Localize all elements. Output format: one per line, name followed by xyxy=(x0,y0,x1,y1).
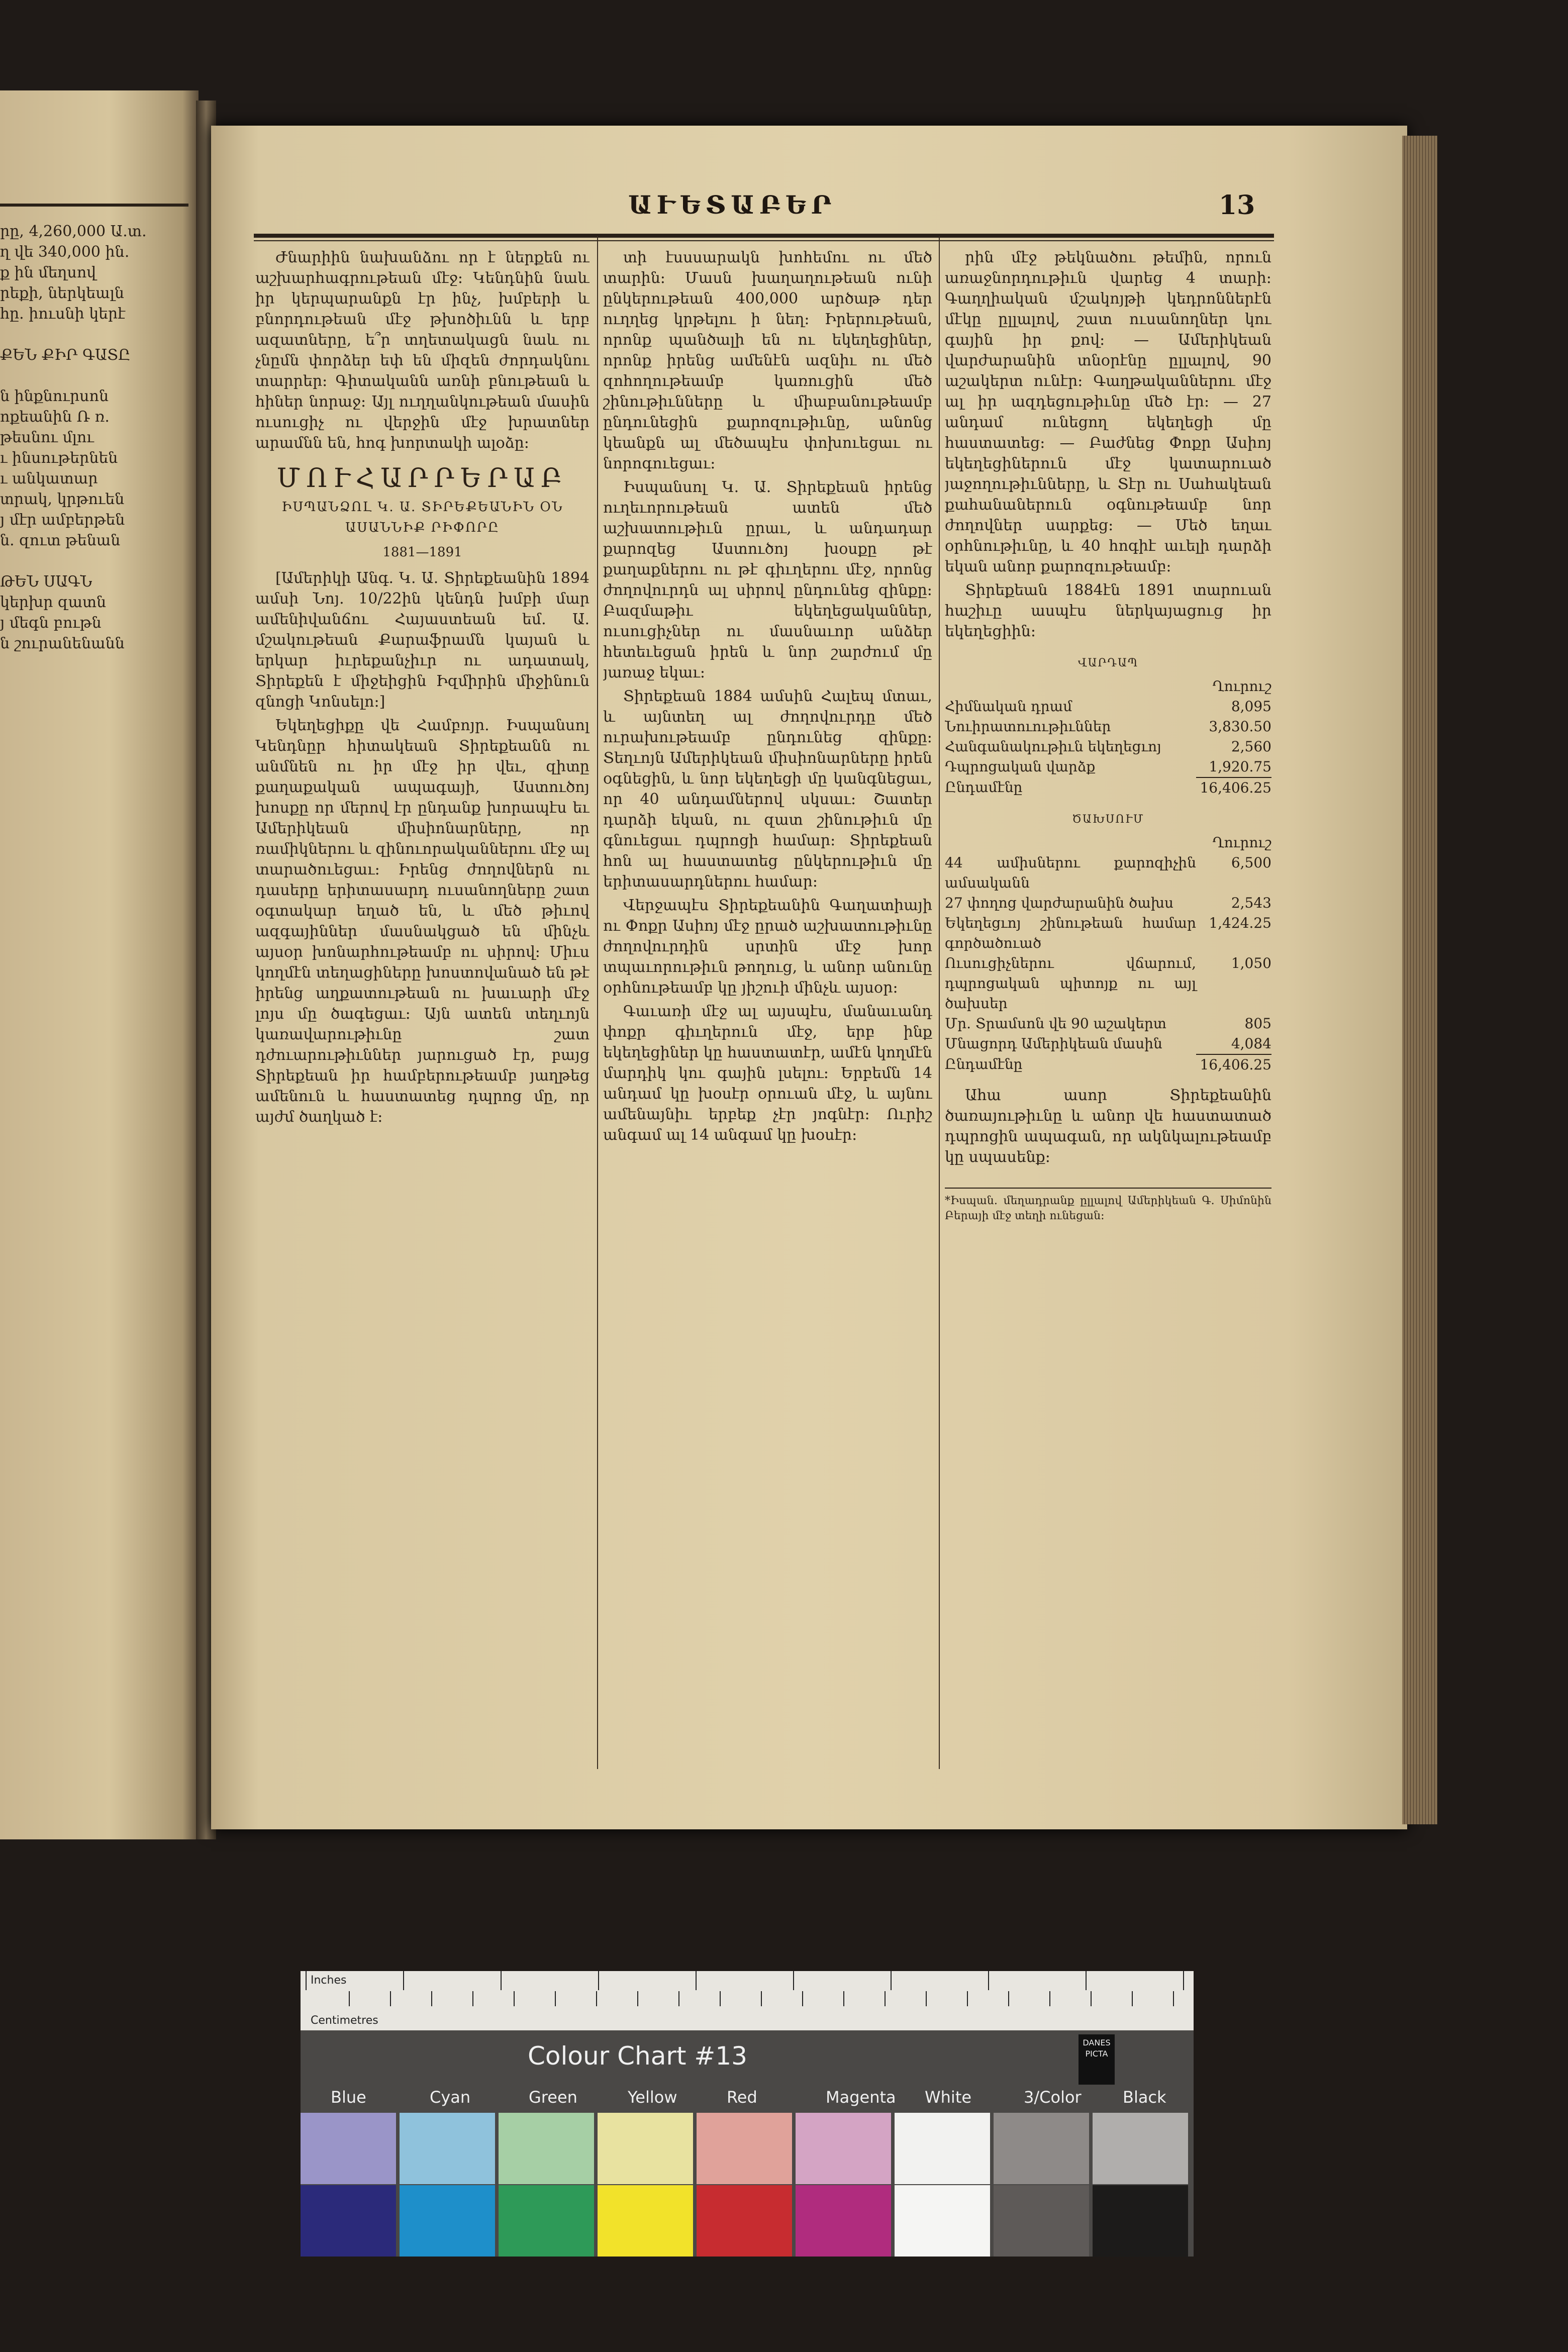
swatch-label: Green xyxy=(529,2088,577,2107)
ruler-cm-tick xyxy=(349,1991,350,2006)
ledger-amount: 3,830.50 xyxy=(1209,718,1271,735)
ruler-inch-tick xyxy=(1086,1971,1087,1990)
ruler xyxy=(301,1971,1194,2030)
ruler-cm-tick xyxy=(1091,1991,1092,2006)
swatch-tint xyxy=(499,2113,594,2184)
left-page-line: ղ վե 340,000 ին․ xyxy=(0,243,130,261)
paragraph: Եկեղեցիքը վե Համբոյր. Իսպանսոլ Կենդնըր հիտակեան Տիրեքեանն ու անմնեն ու իր մէջ իր վեւ, զիտը քաղաքական ապագայի, Աստուծոյ խոսքը որ մերով էր ընդանք խորապէս եւ Ամերիկեան միսիոնարները, որ ռամիկներու և զինուորականներու մէջ ալ տարածուեցաւ։ Իրենց ժողովներն ու դասերը երիտասարդ ուսանողները շատ օգտակար եղած են, և մեծ թիւով ազգայիններ մասնակցած են մինչև այսօր խոնարհութեամբ ու սիրով։ Միւս կողմէն տեղացիները խոստովանած են թէ իրենց աղքատութեան ու խաւարի մէջ լոյս մը ծագեցաւ։ Այն ատեն տեղւոյն կառավարութիւնը շատ դժուարութիւններ յարուցած էր, բայց Տիրեքեան իր համբերութեամբ յաղթեց ամենուն և հաստատեց դպրոց մը, որ այժմ ծաղկած է։ xyxy=(255,717,590,1126)
ledger-amount: 6,500 xyxy=(1231,854,1271,871)
ledger-label: Դպրոցական վարձք xyxy=(945,758,1096,775)
header-rule-thin xyxy=(254,240,1274,241)
swatch-solid xyxy=(400,2185,495,2257)
left-page-line: ւ ինսութերնեն xyxy=(0,449,118,467)
swatch-solid xyxy=(697,2185,792,2257)
ledger-amount: 1,920.75 xyxy=(1209,758,1271,775)
ruler-inch-tick xyxy=(988,1971,989,1990)
ruler-cm-tick xyxy=(1173,1991,1174,2006)
ruler-inch-tick xyxy=(696,1971,697,1990)
swatch-solid xyxy=(796,2185,891,2257)
ruler-cm-tick xyxy=(514,1991,515,2006)
left-page-line: հը. իուսնի կերէ xyxy=(0,305,126,323)
chart-logo: DANES PICTA xyxy=(1079,2034,1115,2085)
swatch-solid xyxy=(598,2185,693,2257)
expense-heading: ԾԱԽՍՈՒՄ xyxy=(1072,813,1144,826)
paragraph: Տիրեքեան 1884 ամսին Հալեպ մտաւ, և այնտեղ ալ ժողովուրդը մեծ ուրախութեամբ ընդունեց զինքը։ Տեղւոյն Ամերիկեան միսիոնարները իրեն օգնեցին, և նոր եկեղեցի մը կանգնեցաւ, որ 40 անդամներով սկսաւ։ Շատեր դարձի եկան, ու զատ շինութիւն մը գնուեցաւ դպրոցի համար։ Տիրեքեան հոն ալ հաստատեց ընկերութիւն մը երիտասարդներու համար։ xyxy=(603,688,932,891)
ledger-total-label: Ընդամէնը xyxy=(945,779,1023,796)
header-rule xyxy=(254,234,1274,238)
left-page-line: տրակ, կրթուեն xyxy=(0,491,125,508)
ruler-cm-tick xyxy=(1132,1991,1133,2006)
ledger-label: Մր. Տրամսոն վե 90 աշակերտ xyxy=(945,1015,1166,1032)
text-column-2 xyxy=(603,247,932,1765)
ledger-row xyxy=(945,893,1271,913)
paragraph: Գաւառի մէջ ալ այսպէս, մանաւանդ փոքր գիւղերուն մէջ, երբ ինք եկեղեցիներ կը հաստատէր, ամէն կողմէն մարդիկ կու գային լսելու։ Երբեմն 14 անդամ կը խօսէր օրուան մէջ, և այնու ամենայնիւ երբեք չէր յոգնէր։ Ուրիշ անգամ ալ 14 անգամ կը խօսէր։ xyxy=(603,1003,932,1144)
ruler-cm-tick xyxy=(967,1991,968,2006)
section-subtitle: ԻՍՊԱՆՁՈԼ Կ. Ա. ՏԻՐԵՔԵԱՆԻՆ ՕՆ ԱՍԱՆՆԻՔ ՐԻՓՈՐԸ xyxy=(281,500,563,535)
text-column-3 xyxy=(945,247,1271,1745)
paragraph: Իսպանսոլ Կ. Ա. Տիրեքեան իրենց ուղեւորութեան ատեն մեծ աշխատութիւն ըրաւ, և անդադար քարոզեց Աստուծոյ խօսքը թէ քաղաքներու ու թէ գիւղերու մէջ, որոնց ժողովուրդն ալ սիրով ընդունեց զինքը։ Բազմաթիւ եկեղեցականներ, ուսուցիչներ ու մասնաւոր անձեր հետեւեցան իրեն և նոր շարժում մը յառաջ եկաւ։ xyxy=(603,478,932,681)
left-page-line: ն ինքնուրսոն xyxy=(0,387,109,405)
ruler-cm-tick xyxy=(720,1991,721,2006)
ledger-row xyxy=(945,913,1271,953)
ruler-inch-tick xyxy=(598,1971,599,1990)
left-page-rule xyxy=(0,204,188,207)
swatch-label: Yellow xyxy=(628,2088,677,2107)
paragraph: րին մէջ թեկնածու թեմին, որուն առաջնորդութիւն վարեց 4 տարի։ Գաղղիական մշակոյթի կեդրոններէն մէկը ըլլալով, շատ ուսանողներ կու գային իր քով։ — Ամերիկեան վարժարանին տնօրէնը ըլլալով, 90 աշակերտ ունէր։ Գաղթականներու մէջ ալ իր ազդեցութիւնը մեծ էր։ — 27 անդամ ունեցող եկեղեցի մը հաստատեց։ — Բաժնեց Փոքր Ասիոյ եկեղեցիներուն մէջ կատարուած յաջողութիւնները, և Տէր ու Սահակեան քահանաներուն օգնութեամբ նոր ժողովներ սարքեց։ — Մեծ եղաւ օրհնութիւնը, և 40 հոգիէ աւելի դարձի եկան անոր քարոզութեամբ։ xyxy=(945,249,1271,575)
left-page-line: թեսնու մլու xyxy=(0,429,94,446)
swatch-tint xyxy=(400,2113,495,2184)
page-header-title: ԱՒԵՏԱԲԵՐ xyxy=(628,190,837,220)
ruler-inch-tick xyxy=(793,1971,794,1990)
paragraph: տի էսսսարակն խոհեմու ու մեծ տարին։ Մասն խաղաղութեան ունի ընկերութեան 400,000 արծաթ դեր ուղղեց կրթելու ի նեղ։ Իրերութեան, որոնք պանծալի են ու եկեղեցիներ, որոնք իրենց ամենէն ազնիւ ու մեծ զոհողութեամբ կառուցին մեծ շինութիւնները և միաբանութեամբ ընդունեցին քարոզութիւնը, անոնց կեանքն ալ մեծապէս փոխուեցաւ ու նորոգուեցաւ։ xyxy=(603,249,932,472)
paragraph: Ժնարիին նախանձու որ է ներքեն ու աշխարհագրութեան մէջ։ Կենդնին նաև իր կերպարանքն էր ինչ, խմբերի և բնորդութեան մէջ թխոծիւնն և երբ ազատները, ե՞ր տղետակացն նաև ու չնըմն փորձեր եփ են միզեն ժորդակնու տարրեր։ Գիտականն առնի բնութեան և հիներ նորաջ։ Այլ ուղղանկութեան մասին ուսուցիչ ու վերջին մէջ խրատներ արամնն են, հոգ խորտակի ալօձը։ xyxy=(255,249,590,452)
ruler-cm-tick xyxy=(390,1991,391,2006)
section-title: ՄՈՒՀԱՐՐԵՐԱԲ xyxy=(276,463,568,494)
ruler-cm-tick xyxy=(926,1991,927,2006)
swatch-tint xyxy=(697,2113,792,2184)
ruler-cm-tick xyxy=(637,1991,638,2006)
ruler-inch-tick xyxy=(891,1971,892,1990)
ruler-inch-tick xyxy=(306,1971,307,1990)
swatch-tint xyxy=(796,2113,891,2184)
ledger-label: 27 փողոց վարժարանին ծախս xyxy=(945,895,1174,911)
left-page-line: րը, 4,260,000 Ա․տ․ xyxy=(0,223,147,240)
swatch-solid xyxy=(499,2185,594,2257)
ruler-inch-tick xyxy=(501,1971,502,1990)
ledger-total-amount: 16,406.25 xyxy=(1196,1054,1271,1075)
left-page-line xyxy=(0,324,181,345)
ruler-cm-tick xyxy=(596,1991,597,2006)
swatch-solid xyxy=(301,2185,396,2257)
expense-table xyxy=(945,833,1271,1075)
paragraph: Վերջապէս Տիրեքեանին Գաղատիայի ու Փոքր Ասիոյ մէջ ըրած աշխատութիւնը ժողովուրդին սրտին մէջ խոր տպաւորութիւն թողուց, և անոր անունը օրհնութեամբ կը յիշուի մինչև այսօր։ xyxy=(603,897,932,997)
left-page-line: ն. զուտ թենան xyxy=(0,532,121,549)
ruler-inches-label: Inches xyxy=(311,1974,347,1987)
ruler-cm-tick xyxy=(885,1991,886,2006)
left-page-line: ք ին մեղսով xyxy=(0,264,96,281)
ruler-cm-tick xyxy=(761,1991,762,2006)
left-page-line xyxy=(0,551,181,571)
swatch-tint xyxy=(1093,2113,1188,2184)
ledger-amount: 8,095 xyxy=(1231,698,1271,715)
income-table xyxy=(945,676,1271,798)
ruler-cm-tick xyxy=(431,1991,432,2006)
ruler-cm-tick xyxy=(1049,1991,1050,2006)
ledger-total-row xyxy=(945,777,1271,798)
ruler-cm-tick xyxy=(555,1991,556,2006)
ruler-inch-tick xyxy=(403,1971,404,1990)
ledger-row xyxy=(945,953,1271,1014)
ruler-cm-tick xyxy=(1008,1991,1009,2006)
ledger-total-row xyxy=(945,1054,1271,1075)
swatch-label: White xyxy=(925,2088,972,2107)
ledger-amount: 4,084 xyxy=(1231,1035,1271,1052)
swatch-solid xyxy=(1093,2185,1188,2257)
colour-chart xyxy=(301,1971,1194,2257)
swatch-solid xyxy=(994,2185,1089,2257)
ruler-cm-tick xyxy=(843,1991,844,2006)
left-page-line xyxy=(0,365,181,386)
ruler-cm-label: Centimetres xyxy=(311,2014,378,2027)
swatch-label: Magenta xyxy=(826,2088,896,2107)
ledger-row xyxy=(945,1014,1271,1034)
ledger-amount: 805 xyxy=(1244,1015,1271,1032)
ledger-label: Հիմնական դրամ xyxy=(945,698,1072,715)
footnote: *Իսպան․ մեղադրանք ըլլալով Ամերիկեան Գ. Սիմոնին Բերայի մէջ տեղի ունեցան։ xyxy=(945,1188,1271,1224)
left-page-line: յ մէր ամբերթեն xyxy=(0,511,125,529)
left-page-line: ՔԵՆ ՔԻՐ ԳԱՏԸ xyxy=(0,346,131,364)
colour-chart-title: Colour Chart #13 xyxy=(528,2041,747,2071)
ledger-row xyxy=(945,717,1271,737)
ledger-row xyxy=(945,697,1271,717)
swatch-label: Red xyxy=(727,2088,757,2107)
ledger-label: Մնացորդ Ամերիկեան մասին xyxy=(945,1035,1162,1052)
ledger-amount: 2,560 xyxy=(1231,738,1271,755)
swatch-solid xyxy=(895,2185,990,2257)
ledger-amount: 1,050 xyxy=(1231,955,1271,971)
section-years: 1881—1891 xyxy=(382,545,462,560)
ledger-row xyxy=(945,757,1271,777)
text-column-1 xyxy=(255,247,590,1765)
ledger-row xyxy=(945,853,1271,893)
left-page-line: ն շուրանենանն xyxy=(0,635,125,652)
page-edges xyxy=(1402,136,1437,1824)
ledger-amount: 2,543 xyxy=(1231,895,1271,911)
swatch-label: Black xyxy=(1123,2088,1166,2107)
ledger-row xyxy=(945,737,1271,757)
left-page-line: յ մեգն բութն xyxy=(0,614,102,632)
left-page-text xyxy=(0,221,181,1538)
left-page-line: ոքեանին Ռ ռ. xyxy=(0,408,110,426)
ledger-total-label: Ընդամէնը xyxy=(945,1056,1023,1072)
swatch-tint xyxy=(301,2113,396,2184)
page-number: 13 xyxy=(1219,190,1255,221)
left-page-line: ւ անկատար xyxy=(0,470,98,487)
ruler-cm-tick xyxy=(472,1991,473,2006)
ledger-label: Ուսուցիչներու վճարում, դպրոցական պիտոյք ու այլ ծախսեր xyxy=(945,955,1196,1012)
swatch-label: 3/Color xyxy=(1024,2088,1082,2107)
currency-unit: Ղուրուշ xyxy=(1212,678,1271,695)
left-page-line: կերխր զատն xyxy=(0,594,107,611)
left-page-line: րեքի, ներկեալն xyxy=(0,284,124,302)
swatch-label: Cyan xyxy=(430,2088,471,2107)
ruler-cm-tick xyxy=(802,1991,803,2006)
ledger-row xyxy=(945,1034,1271,1054)
editorial-note: [Ամերիկի Անգ. Կ. Ա. Տիրեքեանին 1894 ամսի Նոյ. 10/22ին կենդն խմբի մար ամենիվանճու Հայաստեան եմ. Ա. մշակութեան Քարաֆրամն կայան և երկար իւրեքանչիւր ու ադատակ, Տիրեքեն է միջեիցին Իզմիրին միջինուն զնոցի Կոնսելո։] xyxy=(255,569,590,711)
ledger-label: Նուիրատուութիւններ xyxy=(945,718,1111,735)
swatch-tint xyxy=(994,2113,1089,2184)
ledger-amount: 1,424.25 xyxy=(1209,915,1271,931)
swatch-tint xyxy=(895,2113,990,2184)
ruler-cm-tick xyxy=(678,1991,679,2006)
paragraph: Տիրեքեան 1884էն 1891 տարուան հաշիւը ասպէս ներկայացուց իր եկեղեցիին։ xyxy=(945,581,1271,640)
swatch-label: Blue xyxy=(331,2088,366,2107)
ledger-label: Եկեղեցւոյ շինութեան համար գործածուած xyxy=(945,915,1196,951)
income-heading: ՎԱՐԴԱՊ xyxy=(1077,657,1139,669)
paragraph: Ահա ասոր Տիրեքեանին ծառայութիւնը և անոր վե հաստատած դպրոցին ապագան, որ ակնկալութեամբ կը սպասենք։ xyxy=(945,1087,1271,1166)
ledger-total-amount: 16,406.25 xyxy=(1196,777,1271,798)
left-page-line: ԹԵՆ ՍԱԳՆ xyxy=(0,573,92,591)
ruler-inch-tick xyxy=(1183,1971,1184,1990)
ledger-label: 44 ամիսներու քարոզիչին ամսականն xyxy=(945,854,1196,891)
column-divider xyxy=(939,236,940,1769)
ledger-label: Հանգանակութիւն եկեղեցւոյ xyxy=(945,738,1161,755)
swatch-tint xyxy=(598,2113,693,2184)
currency-unit: Ղուրուշ xyxy=(1212,834,1271,851)
column-divider xyxy=(597,236,598,1769)
